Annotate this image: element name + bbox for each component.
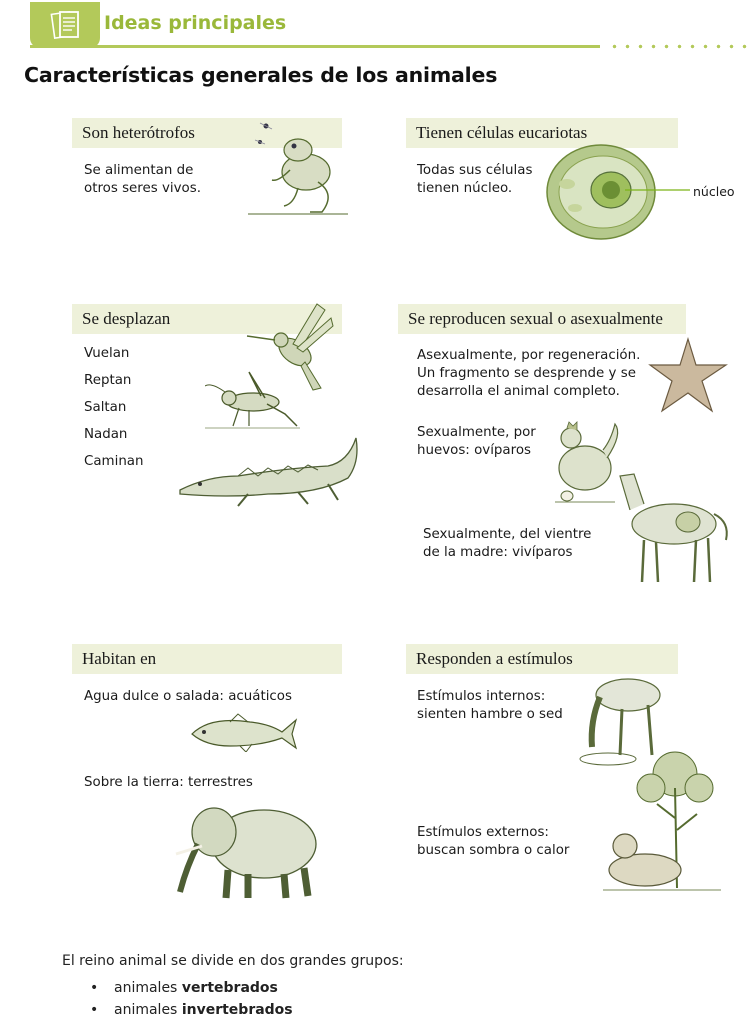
text-line: Estímulos externos: (417, 825, 549, 840)
list-item: Vuelan (84, 346, 130, 361)
frog-illustration (248, 120, 348, 220)
elephant-illustration (172, 798, 322, 900)
pregnant-horse-illustration (610, 470, 735, 585)
list-item: Nadan (84, 427, 128, 442)
heading-desplazan: Se desplazan (72, 304, 342, 334)
text-terrestres: Sobre la tierra: terrestres (84, 775, 253, 790)
text-acuaticos: Agua dulce o salada: acuáticos (84, 689, 292, 704)
heading-estimulos: Responden a estímulos (406, 644, 678, 674)
crocodile-illustration (178, 432, 363, 507)
text-line: Todas sus células (417, 163, 533, 178)
group-name: vertebrados (181, 980, 278, 996)
text-line: huevos: ovíparos (417, 443, 531, 458)
text-line: otros seres vivos. (84, 181, 201, 196)
grasshopper-illustration (205, 368, 300, 433)
text-externos (417, 824, 569, 860)
fish-illustration (190, 712, 298, 752)
bullet-icon: • (90, 980, 99, 996)
list-desplazan (84, 340, 144, 475)
page-title: Características generales de los animales (24, 63, 498, 87)
group-name: invertebrados (181, 1002, 293, 1018)
text-line: sienten hambre o sed (417, 707, 563, 722)
lion-tree-illustration (603, 748, 721, 896)
list-item: Saltan (84, 400, 127, 415)
header-icon-badge (30, 2, 100, 48)
group-prefix: animales (114, 1002, 182, 1018)
heading-heterotrofos: Son heterótrofos (72, 118, 342, 148)
heading-eucariotas: Tienen células eucariotas (406, 118, 678, 148)
cell-illustration (545, 142, 695, 242)
documents-icon (50, 8, 82, 42)
text-line: Asexualmente, por regeneración. (417, 348, 641, 363)
list-item (90, 999, 293, 1021)
nucleus-label: núcleo (693, 184, 735, 199)
text-oviparos (417, 424, 536, 460)
text-line: Un fragmento se desprende y se (417, 366, 636, 381)
list-item (90, 977, 293, 999)
heading-habitan: Habitan en (72, 644, 342, 674)
header-rule (30, 45, 600, 48)
text-line: Sexualmente, por (417, 425, 536, 440)
header-dots (608, 44, 749, 49)
list-item: Reptan (84, 373, 132, 388)
text-asexual (417, 347, 640, 401)
heading-reproducen: Se reproducen sexual o asexualmente (398, 304, 686, 334)
text-line: Estímulos internos: (417, 689, 546, 704)
text-line: buscan sombra o calor (417, 843, 570, 858)
groups-list (90, 977, 293, 1021)
text-line: desarrolla el animal completo. (417, 384, 620, 399)
text-line: de la madre: vivíparos (423, 545, 573, 560)
text-line: Sexualmente, del vientre (423, 527, 592, 542)
footer-intro: El reino animal se divide en dos grandes grupos: (62, 953, 404, 969)
text-line: tienen núcleo. (417, 181, 513, 196)
group-prefix: animales (114, 980, 182, 996)
header-title: Ideas principales (104, 12, 287, 34)
list-item: Caminan (84, 454, 144, 469)
text-eucariotas (417, 162, 532, 198)
starfish-illustration (648, 337, 728, 415)
text-internos (417, 688, 563, 724)
bullet-icon: • (90, 1002, 99, 1018)
text-heterotrofos (84, 162, 201, 198)
text-viviparos (423, 526, 591, 562)
text-line: Se alimentan de (84, 163, 194, 178)
